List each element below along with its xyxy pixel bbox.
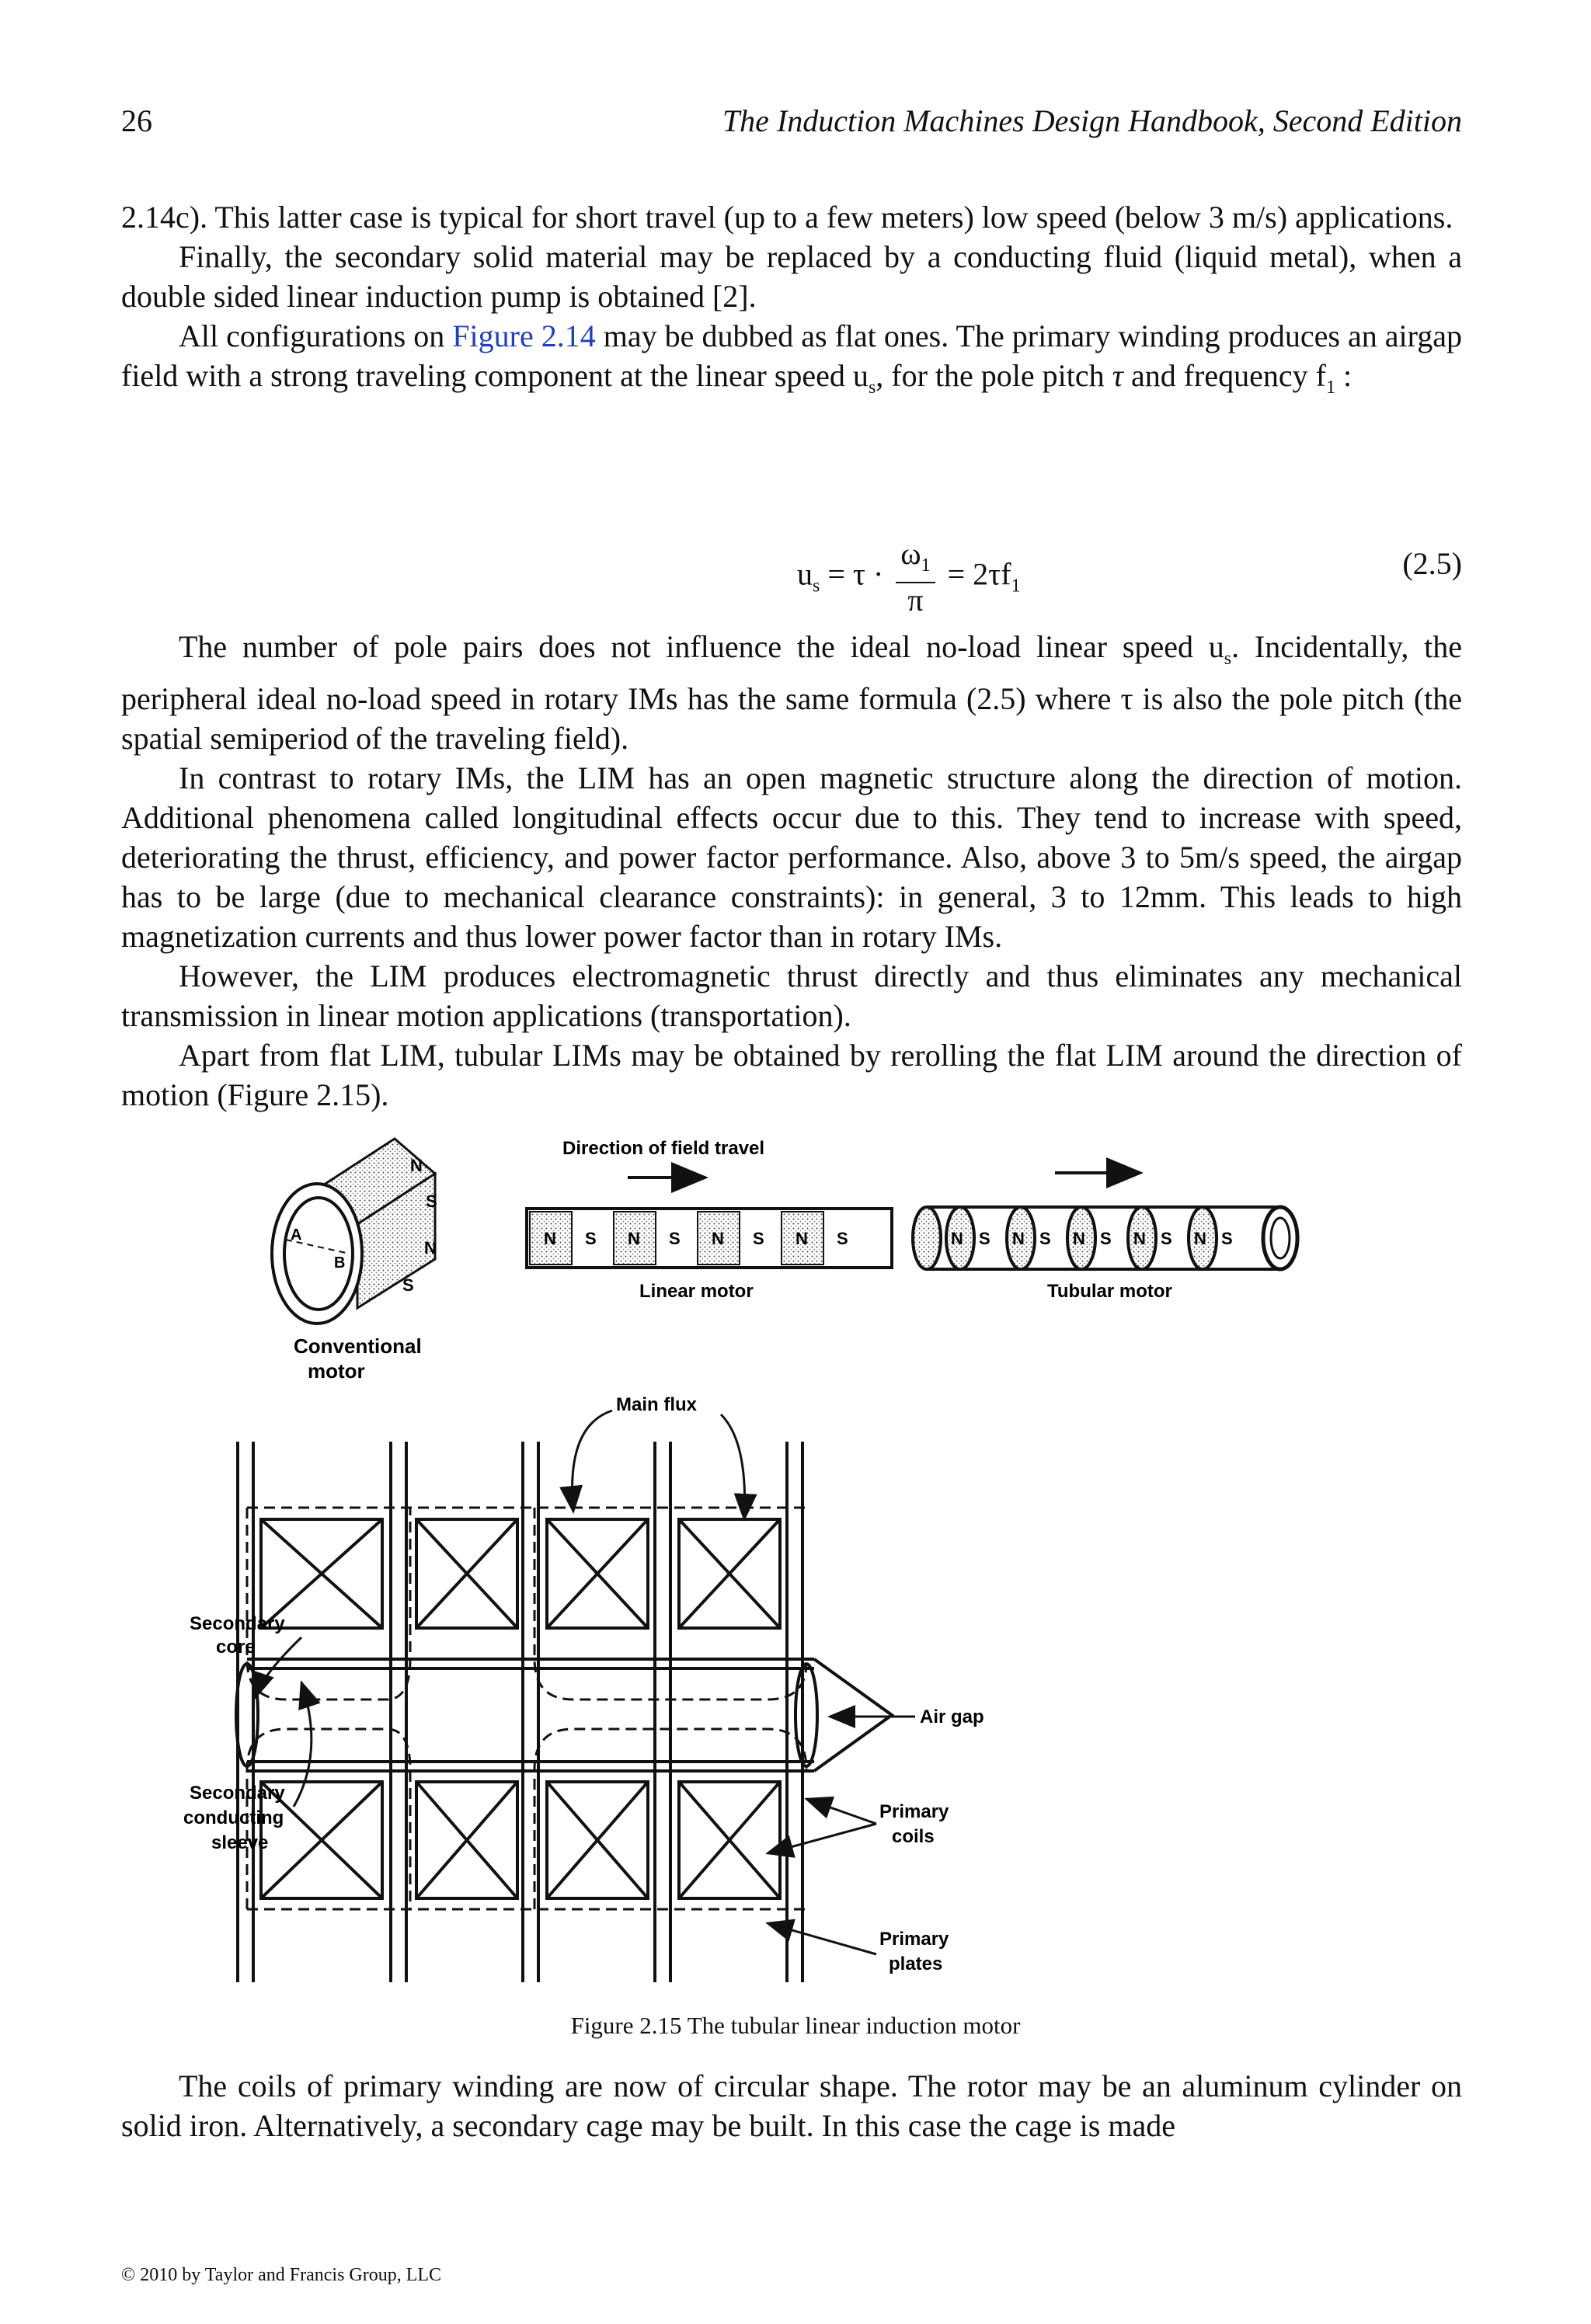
figure-2-14-link[interactable]: Figure 2.14 [452,318,596,353]
svg-text:N: N [1012,1229,1025,1248]
svg-text:N: N [796,1229,808,1248]
svg-text:N: N [424,1238,437,1258]
text-block-top [121,197,1462,408]
equation-number: (2.5) [1402,546,1462,581]
svg-text:S: S [753,1229,764,1248]
conventional-label-1: Conventional [294,1334,422,1358]
paragraph-4: The number of pole pairs does not influence the ideal no-load linear speed $u_s$. Incidentally, the peripheral ideal no-load speed in rotary IMs has the same formula (2.5) where τ is also the pole pitch (the spatial semiperiod of the traveling field). [121,629,1462,756]
svg-text:S: S [669,1229,681,1248]
svg-text:S: S [1039,1229,1051,1248]
equation-fraction: $\frac{\omega_1}{\pi}$ [896,538,935,618]
conventional-motor-ring [272,1139,437,1383]
paragraph-3: All configurations on Figure 2.14 may be dubbed as flat ones. The primary winding produces an airgap field with a strong traveling component at the linear speed $u_s$, for the pole pitch τ and frequency $f_1$ : [121,318,1462,398]
secondary-core-label-1: Secondary [190,1613,285,1634]
paragraph-1: 2.14c). This latter case is typical for short travel (up to a few meters) low speed (below 3 m/s) applications. [121,200,1453,235]
primary-coils-label-2: coils [892,1826,935,1847]
tubular-cross-section [183,1394,984,1982]
direction-label: Direction of field travel [562,1138,765,1159]
figure-2-15 [183,1115,1321,2001]
sleeve-label-1: Secondary [190,1783,285,1804]
primary-plates-label-1: Primary [879,1929,949,1950]
svg-text:N: N [1133,1229,1146,1248]
svg-text:S: S [979,1229,990,1248]
svg-text:S: S [1100,1229,1112,1248]
svg-text:S: S [426,1192,437,1211]
figure-caption: Figure 2.15 The tubular linear induction motor [570,2012,1021,2039]
text-block-bottom [121,2066,1462,2145]
running-title: The Induction Machines Design Handbook, Second Edition [722,103,1462,138]
svg-text:N: N [544,1229,556,1248]
tubular-motor-label: Tubular motor [1047,1281,1172,1302]
tubular-motor [913,1207,1297,1302]
ring-label-a: A [291,1226,302,1244]
svg-text:N: N [951,1229,963,1248]
paragraph-6: However, the LIM produces electromagnetic thrust directly and thus eliminates any mechanical transmission in linear motion applications (transportation). [121,958,1462,1033]
paragraph-7: Apart from flat LIM, tubular LIMs may be obtained by rerolling the flat LIM around the direction of motion (Figure 2.15). [121,1038,1462,1112]
main-flux-label: Main flux [616,1394,698,1415]
equation-formula: $u_s = \tau$ · $\frac{\omega_1}{\pi}$ = $2\tau f_1$ [797,536,1021,618]
linear-motor-label: Linear motor [639,1281,754,1302]
secondary-core-label-2: core [216,1637,256,1658]
ring-label-b: B [334,1254,346,1272]
svg-text:S: S [1161,1229,1172,1248]
sleeve-label-3: sleeve [211,1832,269,1853]
paragraph-2: Finally, the secondary solid material may be replaced by a conducting fluid (liquid metal), when a double sided linear induction pump is obtained [2]. [121,239,1462,314]
svg-text:S: S [402,1275,414,1295]
svg-text:N: N [410,1156,423,1175]
page-header [121,103,1462,141]
svg-text:N: N [712,1229,724,1248]
svg-text:S: S [585,1229,597,1248]
primary-coils-label-1: Primary [879,1801,949,1822]
figure-drawing [183,1115,1321,2001]
sleeve-label-2: conducting [183,1807,284,1828]
conventional-label-2: motor [308,1359,365,1383]
primary-plates-label-2: plates [889,1953,943,1974]
copyright-footer: © 2010 by Taylor and Francis Group, LLC [121,2265,442,2285]
air-gap-label: Air gap [920,1706,984,1727]
paragraph-8: The coils of primary winding are now of circular shape. The rotor may be an aluminum cylinder on solid iron. Alternatively, a secondary cage may be built. In this case the cage is made [121,2068,1462,2143]
svg-text:S: S [1221,1229,1233,1248]
paragraph-5: In contrast to rotary IMs, the LIM has an open magnetic structure along the direction of motion. Additional phenomena called longitudinal effects occur due to this. They tend to increase with speed, deteriorating the thrust, efficiency, and power factor performance. Also, above 3 to 5m/s speed, the airgap has to be large (due to mechanical clearance constraints): in general, 3 to 12mm. This leads to high magnetization currents and thus lower power factor than in rotary IMs. [121,760,1462,954]
equation-2-5 [121,530,1462,618]
svg-text:N: N [628,1229,640,1248]
linear-motor [527,1209,892,1302]
svg-text:N: N [1073,1229,1085,1248]
page-number: 26 [121,103,152,138]
svg-text:N: N [1194,1229,1206,1248]
text-block-middle [121,627,1462,1115]
svg-text:S: S [837,1229,848,1248]
